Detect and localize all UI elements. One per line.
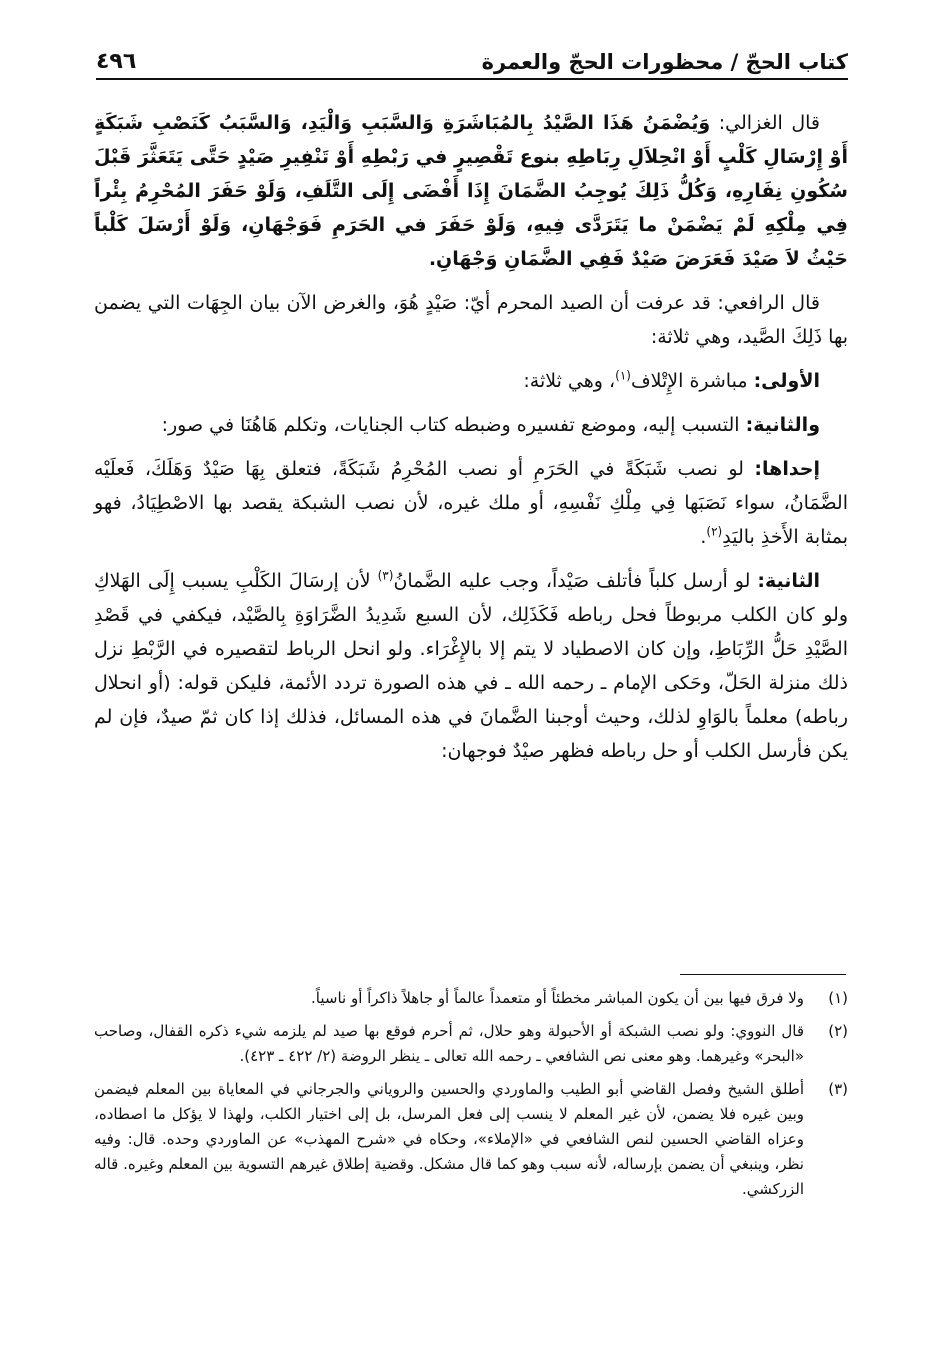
rafii-paragraph bbox=[94, 286, 848, 354]
page-number: ٤٩٦ bbox=[96, 49, 137, 74]
first-point-text: مباشرة الإِتْلاف bbox=[630, 370, 748, 392]
main-text bbox=[94, 106, 848, 778]
first-point-paragraph bbox=[94, 364, 848, 398]
ghazali-matn: وَيُضْمَنُ هَذَا الصَّيْدُ بِالمُبَاشَرَةِ وَالسَّبَبِ وَالْيَدِ، وَالسَّبَبُ كَنَصْبِ شَبَكَةٍ أَوْ إِرْسَالِ كَلْبٍ أَوْ انْحِلاَلِ رِبَاطِهِ بنوع تَقْصِيرٍ في رَبْطِهِ أَوْ تَنْفِيرِ صَيْدٍ حَتَّى يَتَعَثَّرَ قَبْلَ سُكُونِ نِفَارِهِ، وَكُلُّ ذَلِكَ يُوجِبُ الضَّمَانَ إِذَا أَفْضَى إِلَى التَّلَفِ، وَلَوْ حَفَرَ المُحْرِمُ بِئْراً فِي مِلْكِهِ لَمْ يَضْمَنْ ما يَتَرَدَّى فِيهِ، وَلَوْ حَفَرَ في الحَرَمِ فَوَجْهَانِ، وَلَوْ أَرْسَلَ كَلْباً حَيْثُ لاَ صَيْدَ فَعَرَضَ صَيْدٌ فَفِي الضَّمَانِ وَجْهَانِ. bbox=[94, 112, 848, 270]
first-point-lead: الأولى: bbox=[753, 370, 820, 392]
footnote-ref-3[interactable]: (٣) bbox=[377, 568, 394, 583]
footnote-ref-2[interactable]: (٢) bbox=[706, 524, 723, 539]
ghazali-paragraph bbox=[94, 106, 848, 276]
chapter-title: كتاب الحجّ / محظورات الحجّ والعمرة bbox=[481, 50, 848, 74]
case-two-lead: الثانية: bbox=[757, 570, 820, 592]
case-one-tail: . bbox=[700, 526, 707, 548]
second-point-text: التسبب إليه، وموضع تفسيره وضبطه كتاب الجنايات، وتكلم هَاهُنَا في صور: bbox=[161, 414, 740, 436]
case-two-text-b: لأن إرسَالَ الكَلْبِ يسبب إِلَى الهَلاكِ ولو كان الكلب مربوطاً فحل رباطه فَكَذَلِك، لأن السبع شَدِيدُ الضَّرَاوَةِ بِالصَّيْد، فيكفي في قَصْدِ الصَّيْدِ حَلُّ الرِّبَاطِ، وإن كان الاصطياد لا يتم إلا بالإِغْرَاء. ولو انحل الرباط لتقصيره في الرَّبْطِ نزل ذلك منزلة الحَلّ، وحَكى الإمام ـ رحمه الله ـ في هذه الصورة تردد الأئمة، فليكن قوله: (أو انحلال رباطه) معلماً بالوَاوِ لذلك، وحيث أوجبنا الضَّمانَ في هذه المسائل، فذلك إذا كان ثمّ صيدٌ، فإن لم يكن فأرسل الكلب أو حل رباطه فظهر صيْدٌ فوجهان: bbox=[94, 570, 848, 762]
case-two-text-a: لو أرسل كلباً فأتلف صَيْداً، وجب عليه الضَّمانُ bbox=[393, 570, 751, 592]
ghazali-lead: قال الغزالي: bbox=[718, 112, 820, 134]
rafii-lead: قال الرافعي: bbox=[717, 292, 820, 314]
footnotes bbox=[94, 986, 848, 1210]
case-two-paragraph bbox=[94, 564, 848, 768]
second-point-paragraph bbox=[94, 408, 848, 442]
footnote-marker: (٢) bbox=[828, 1022, 848, 1040]
case-one-text: لو نصب شَبَكَةً في الحَرَمِ أو نصب المُحْرِمُ شَبَكَةً، فتعلق بِهَا صَيْدٌ وَهَلَكَ، فَعلَيْه الضَّمَانُ، سواء نَصَبَها فِي مِلْكِ نَفْسِهِ، أو ملك غيره، لأن نصب الشبكة يقصد بها الاصْطِيَادُ، فهو بمثابة الأَخذِ باليَدِ bbox=[94, 458, 848, 548]
footnote-ref-1[interactable]: (١) bbox=[615, 368, 631, 383]
footnote-separator bbox=[680, 974, 846, 975]
footnote-item bbox=[94, 986, 848, 1011]
footnote-marker: (٣) bbox=[828, 1080, 848, 1098]
rafii-text: قد عرفت أن الصيد المحرم أيّ: صَيْدٍ هُوَ، والغرض الآن بيان الجِهَات التي يضمن بها ذَلِكَ الصَّيد، وهي ثلاثة: bbox=[94, 292, 848, 348]
footnote-item bbox=[94, 1019, 848, 1069]
first-point-tail: ، وهي ثلاثة: bbox=[523, 370, 616, 392]
running-header bbox=[96, 36, 848, 80]
footnote-text: ولا فرق فيها بين أن يكون المباشر مخطئاً أو متعمداً عالماً أو جاهلاً ذاكراً أو ناسياً. bbox=[311, 989, 804, 1007]
second-point-lead: والثانية: bbox=[745, 414, 820, 436]
footnote-marker: (١) bbox=[828, 989, 848, 1007]
footnote-text: أطلق الشيخ وفصل القاضي أبو الطيب والماوردي والحسين والروياني والجرجاني في المعاياة بين المعلم فيضمن وبين غيره فلا يضمن، لأن غير المعلم لا ينسب إلى فعل المرسل، بل إلى اختيار الكلب، ولهذا لا يؤكل ما اصطاده، وعزاه القاضي الحسين لنص الشافعي في «الإملاء»، وحكاه في «شرح المهذب» عن الماوردي وحده. قال: وفيه نظر، وينبغي أن يضمن بإرساله، لأنه سبب وهو كما قال مشكل. وقضية إطلاق غيرهم التسوية بين المعلم وغيره. قاله الزركشي. bbox=[94, 1080, 804, 1198]
case-one-paragraph bbox=[94, 452, 848, 554]
footnote-text: قال النووي: ولو نصب الشبكة أو الأحبولة وهو حلال، ثم أحرم فوقع بها صيد لم يلزمه شيء ذكره القفال، وصاحب «البحر» وغيرهما. وهو معنى نص الشافعي ـ رحمه الله تعالى ـ ينظر الروضة (٢/ ٤٢٢ ـ ٤٢٣). bbox=[94, 1022, 804, 1065]
footnote-item bbox=[94, 1077, 848, 1202]
case-one-lead: إحداها: bbox=[754, 458, 821, 480]
